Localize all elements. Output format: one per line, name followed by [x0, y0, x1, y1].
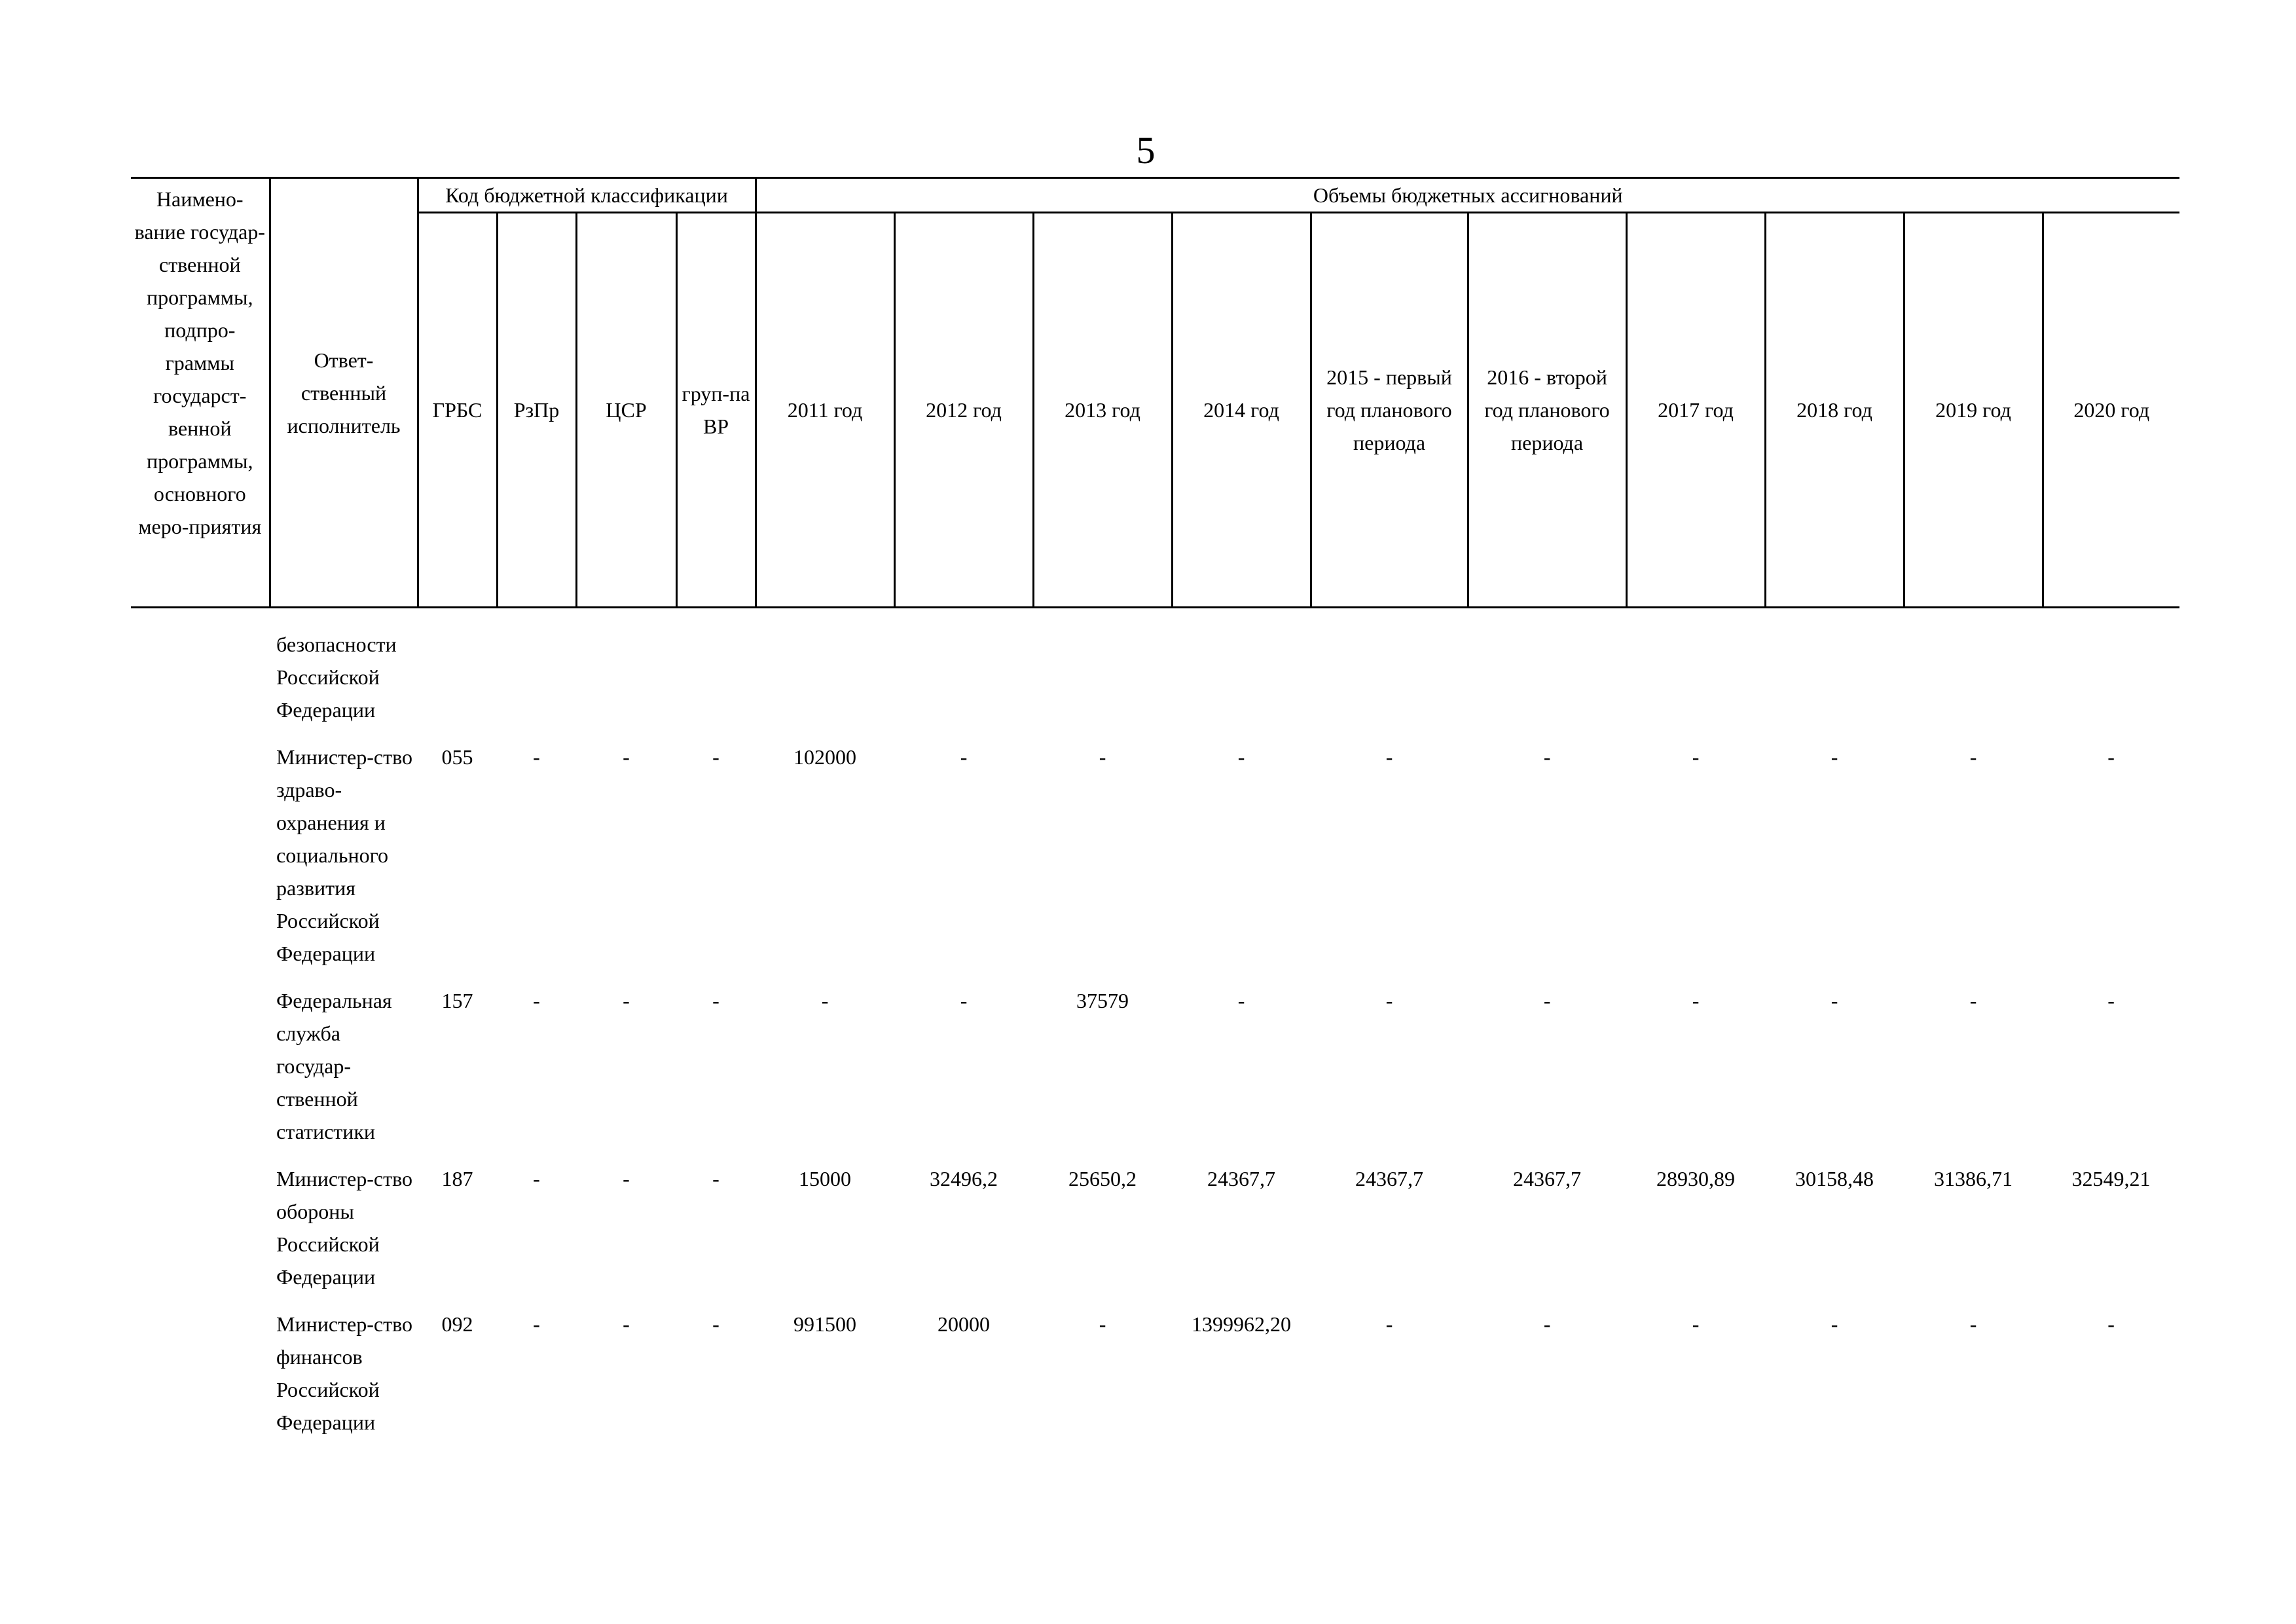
table-row: [131, 1308, 2179, 1453]
vr-cell: -: [712, 1167, 720, 1190]
value-2013-cell: [1033, 608, 1172, 741]
csr-cell: [576, 608, 676, 741]
value-2014-cell: [1172, 608, 1311, 741]
header-vr: груп-па ВР: [676, 213, 756, 608]
table-row: [131, 608, 2179, 741]
value-2014-cell: 24367,7: [1207, 1167, 1276, 1190]
header-year-2020: 2020 год: [2043, 213, 2179, 608]
header-year-2014: 2014 год: [1172, 213, 1311, 608]
grbs-cell: 187: [441, 1167, 473, 1190]
header-program-name: Наимено-вание государ-ственной программы, подпро-граммы государст-венной программы, основного меро-приятия: [131, 178, 270, 608]
value-2012-cell: -: [960, 989, 968, 1012]
rzpr-cell: -: [533, 1167, 540, 1190]
value-2015-cell: -: [1385, 1312, 1393, 1336]
header-budget-code-group: Код бюджетной классификации: [418, 178, 756, 213]
value-2018-cell: 30158,48: [1795, 1167, 1874, 1190]
value-2016-cell: -: [1543, 989, 1551, 1012]
header-year-2011: 2011 год: [756, 213, 894, 608]
header-csr: ЦСР: [576, 213, 676, 608]
value-2017-cell: 28930,89: [1656, 1167, 1736, 1190]
rzpr-cell: [497, 608, 576, 741]
csr-cell: -: [623, 745, 630, 769]
vr-cell: -: [712, 989, 720, 1012]
csr-cell: -: [623, 989, 630, 1012]
grbs-cell: 092: [441, 1312, 473, 1336]
header-executor: Ответ-ственный исполнитель: [270, 178, 418, 608]
program-name-cell: [131, 984, 270, 1162]
value-2015-cell: 24367,7: [1355, 1167, 1424, 1190]
header-rzpr: РзПр: [497, 213, 576, 608]
header-year-2013: 2013 год: [1033, 213, 1172, 608]
value-2016-cell: -: [1543, 745, 1551, 769]
value-2013-cell: -: [1099, 1312, 1106, 1336]
executor-cell: безопасности Российской Федерации: [276, 633, 397, 722]
value-2019-cell: -: [1969, 989, 1977, 1012]
value-2017-cell: -: [1692, 1312, 1700, 1336]
header-year-2019: 2019 год: [1904, 213, 2043, 608]
value-2012-cell: 20000: [938, 1312, 991, 1336]
header-allocations-group: Объемы бюджетных ассигнований: [756, 178, 2179, 213]
value-2016-cell: -: [1543, 1312, 1551, 1336]
value-2012-cell: 32496,2: [930, 1167, 998, 1190]
value-2015-cell: -: [1385, 745, 1393, 769]
csr-cell: -: [623, 1167, 630, 1190]
program-name-cell: [131, 1162, 270, 1308]
value-2017-cell: [1626, 608, 1765, 741]
executor-cell: Министер-ство здраво-охранения и социального развития Российской Федерации: [276, 745, 412, 965]
value-2018-cell: -: [1831, 1312, 1838, 1336]
rzpr-cell: -: [533, 1312, 540, 1336]
budget-table-container: [131, 177, 2179, 1453]
grbs-cell: 055: [441, 745, 473, 769]
value-2013-cell: 37579: [1076, 989, 1129, 1012]
value-2015-cell: [1311, 608, 1468, 741]
value-2013-cell: 25650,2: [1068, 1167, 1137, 1190]
value-2019-cell: 31386,71: [1934, 1167, 2013, 1190]
executor-cell: Министер-ство обороны Российской Федерации: [276, 1167, 412, 1289]
value-2011-cell: [756, 608, 894, 741]
header-year-2018: 2018 год: [1765, 213, 1904, 608]
budget-allocation-table: [131, 177, 2179, 1453]
page-number: 5: [1136, 129, 1156, 172]
value-2020-cell: -: [2107, 989, 2115, 1012]
program-name-cell: [131, 741, 270, 984]
value-2011-cell: 991500: [793, 1312, 857, 1336]
value-2019-cell: -: [1969, 1312, 1977, 1336]
table-header: [131, 178, 2179, 608]
grbs-cell: 157: [441, 989, 473, 1012]
value-2020-cell: 32549,21: [2071, 1167, 2151, 1190]
vr-cell: -: [712, 1312, 720, 1336]
value-2012-cell: [894, 608, 1033, 741]
header-year-2012: 2012 год: [894, 213, 1033, 608]
header-year-2017: 2017 год: [1626, 213, 1765, 608]
value-2014-cell: -: [1237, 989, 1245, 1012]
value-2015-cell: -: [1385, 989, 1393, 1012]
value-2020-cell: [2043, 608, 2179, 741]
executor-cell: Министер-ство финансов Российской Федерации: [276, 1312, 412, 1434]
vr-cell: -: [712, 745, 720, 769]
header-grbs: ГРБС: [418, 213, 497, 608]
value-2012-cell: -: [960, 745, 968, 769]
program-name-cell: [131, 1308, 270, 1453]
table-row: [131, 984, 2179, 1162]
value-2013-cell: -: [1099, 745, 1106, 769]
value-2018-cell: [1765, 608, 1904, 741]
csr-cell: -: [623, 1312, 630, 1336]
value-2019-cell: -: [1969, 745, 1977, 769]
value-2017-cell: -: [1692, 989, 1700, 1012]
value-2018-cell: -: [1831, 745, 1838, 769]
vr-cell: [676, 608, 756, 741]
grbs-cell: [418, 608, 497, 741]
rzpr-cell: -: [533, 745, 540, 769]
value-2020-cell: -: [2107, 1312, 2115, 1336]
header-year-2015: 2015 - первый год планового периода: [1311, 213, 1468, 608]
table-row: [131, 1162, 2179, 1308]
header-year-2016: 2016 - второй год планового периода: [1468, 213, 1626, 608]
value-2018-cell: -: [1831, 989, 1838, 1012]
rzpr-cell: -: [533, 989, 540, 1012]
executor-cell: Федеральная служба государ-ственной статистики: [276, 989, 392, 1143]
table-body: [131, 608, 2179, 1454]
value-2014-cell: 1399962,20: [1192, 1312, 1292, 1336]
value-2016-cell: 24367,7: [1513, 1167, 1582, 1190]
value-2011-cell: 15000: [799, 1167, 852, 1190]
value-2016-cell: [1468, 608, 1626, 741]
program-name-cell: [131, 608, 270, 741]
value-2011-cell: 102000: [793, 745, 857, 769]
value-2014-cell: -: [1237, 745, 1245, 769]
value-2017-cell: -: [1692, 745, 1700, 769]
value-2019-cell: [1904, 608, 2043, 741]
table-row: [131, 741, 2179, 984]
value-2011-cell: -: [821, 989, 829, 1012]
value-2020-cell: -: [2107, 745, 2115, 769]
